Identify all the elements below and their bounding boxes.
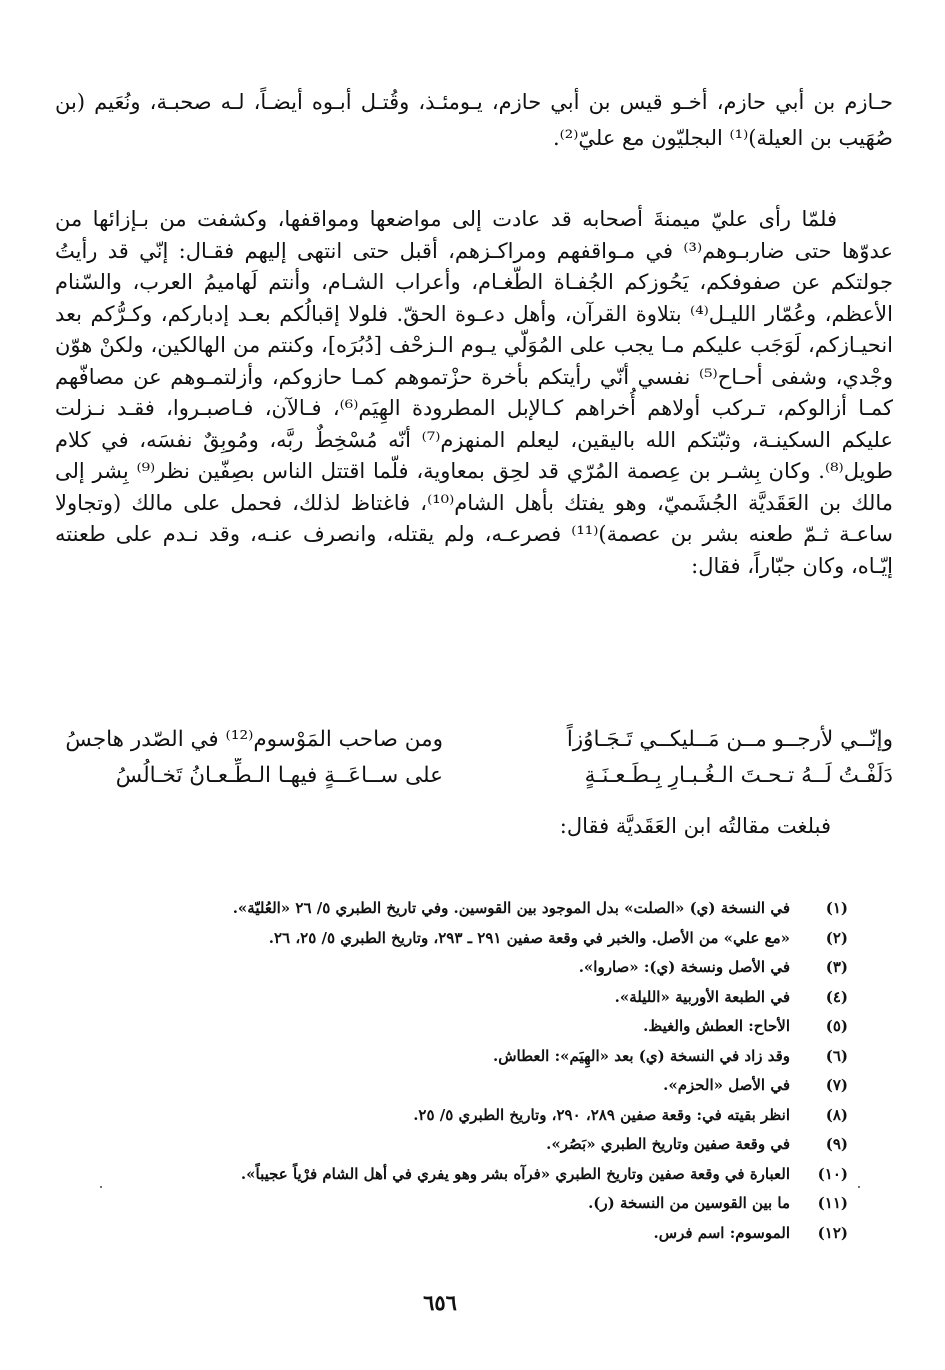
- footnote-item: [78, 1219, 848, 1249]
- footnote-item: [78, 1012, 848, 1042]
- scan-speck: [858, 1186, 860, 1188]
- footnote-text: في الطبعة الأوربية «الليلة».: [614, 987, 790, 1006]
- footnote-item: [78, 953, 848, 983]
- footnote-number: (٤): [825, 987, 848, 1006]
- footnote-number: (١٠): [817, 1164, 848, 1183]
- footnote-text: ما بين القوسين من النسخة (ر).: [588, 1194, 790, 1212]
- verse-second-hemistich: ومن صاحب المَوْسوم⁽¹²⁾ في الصّدر هاجسُ: [65, 727, 443, 752]
- footnote-text: الموسوم: اسم فرس.: [653, 1223, 790, 1242]
- scan-speck: [100, 1186, 102, 1188]
- footnote-text: العبارة في وقعة صفين وتاريخ الطبري «فرآه بشر وهو يفري في أهل الشام فرْياً عجيباً».: [240, 1164, 790, 1183]
- footnote-item: [78, 1189, 848, 1219]
- footnote-text: في وقعة صفين وتاريخ الطبري «بَصُر».: [546, 1135, 790, 1153]
- footnote-number: (٩): [825, 1135, 848, 1153]
- verse-line: [55, 758, 893, 794]
- verse-first-hemistich: وإنّــي لأرجــو مــن مَــليكــي تَـجَـاوُزاً: [566, 727, 893, 752]
- intro-paragraph-block: [55, 84, 893, 156]
- footnote-text: في الأصل «الحزم».: [663, 1076, 790, 1094]
- verse-first-hemistich: دَلَفْـتُ لَــهُ تـحـتَ الـغُـبـارِ بِـطَـعـنَـةٍ: [584, 763, 893, 788]
- footnote-number: (١١): [817, 1194, 848, 1212]
- footnote-text: في النسخة (ي) «الصلت» بدل الموجود بين القوسين. وفي تاريخ الطبري ٥/ ٢٦ «العُليّة».: [232, 899, 790, 917]
- footnote-number: (٢): [825, 928, 848, 947]
- closing-line: فبلغت مقالتُه ابن العَقَديَّة فقال:: [559, 814, 831, 838]
- page-number: ٦٥٦: [423, 1290, 457, 1315]
- footnote-item: [78, 1130, 848, 1160]
- footnote-item: [78, 894, 848, 924]
- footnote-number: (٥): [825, 1017, 848, 1035]
- poem-verses: [55, 722, 893, 794]
- main-paragraph: فلمّا رأى عليّ ميمنةَ أصحابه قد عادت إلى مواضعها ومواقفها، وكشفت من بـإزائها من عدوّها حتى ضاربـوهم⁽³⁾ في مـواقفهم ومراكـزهم، أقبل حتى انتهى إليهم فقـال: إنّي قد رأيتُ جولتكم عن صفوفكم، يَحُوزكم الجُفـاة الطّغـام، وأعراب الشـام، وأنتم لَهاميمُ العرب، والسّنام الأعظم، وعُمّار الليـل⁽⁴⁾ بتلاوة القرآن، وأهل دعـوة الحقّ. فلولا إقبالُكم بعـد إدباركم، وكـرُّكم بعد انحيـازكم، لَوَجَب عليكم مـا يجب على المُوَلّي يـوم الـزحْف [دُبُرَه]، وكنتم من الهالكين، ولكنْ هوّن وجْدي، وشفى أحـاح⁽⁵⁾ نفسي أنّي رأيتكم بأخرة حزْتموهم كمـا حازوكم، وأزلتمـوهم عن مصافّهم كمـا أزالوكم، تـركب أولاهم أُخراهم كـالإبل المطرودة الهِيَم⁽⁶⁾، فـالآن، فـاصبـروا، فقـد نـزلت عليكم السكينـة، وثبّتكم الله باليقين، ليعلم المنهزم⁽⁷⁾ أنّه مُسْخِطٌ ربَّه، ومُوبِقٌ نفسَه، في كلام طويل⁽⁸⁾. وكان بِشـر بن عِصمة المُرّي قد لحِق بمعاوية، فلّما اقتتل الناس بصِفّين نظر⁽⁹⁾ بِشر إلى مالك بن العَقَديَّة الجُشَميّ، وهو يفتك بأهل الشام⁽¹⁰⁾، فاغتاظ لذلك، فحمل على مالك (وتجاولا ساعـة ثـمّ طعنه بشر بن عصمة)⁽¹¹⁾ فصرعـه، ولم يقتله، وانصرف عنـه، وقد نـدم على طعنته إيّـاه، وكان جبّاراً، فقال:: [55, 207, 894, 578]
- footnote-item: [78, 1160, 848, 1190]
- footnote-text: الأحاح: العطش والغيظ.: [643, 1017, 790, 1035]
- footnote-item: [78, 1042, 848, 1072]
- intro-paragraph: حـازم بن أبي حازم، أخـو قيس بن أبي حازم، يـومئـذ، وقُتـل أبـوه أيضـاً، لـه صحبـة، ونُعَيم (بن صُهَيب بن العيلة)⁽¹⁾ البجليّون مع عليّ⁽²⁾.: [55, 90, 893, 150]
- footnote-number: (٧): [825, 1076, 848, 1094]
- footnote-text: وقد زاد في النسخة (ي) بعد «الهِيَم»: العطاش.: [492, 1046, 790, 1065]
- footnote-text: «مع علي» من الأصل. والخبر في وقعة صفين ٢٩١ ـ ٢٩٣، وتاريخ الطبري ٥/ ٢٥، ٢٦.: [268, 928, 790, 947]
- verse-line: [55, 722, 893, 758]
- footnote-number: (١٢): [817, 1223, 848, 1242]
- footnote-item: [78, 924, 848, 954]
- footnote-item: [78, 983, 848, 1013]
- footnote-number: (٦): [825, 1046, 848, 1065]
- footnote-item: [78, 1101, 848, 1131]
- footnote-item: [78, 1071, 848, 1101]
- verse-second-hemistich: على ســاعَــةٍ فيهـا الـطِّـعـانُ تَخـالُسُ: [115, 763, 443, 788]
- footnote-text: انظر بقيته في: وقعة صفين ٢٨٩، ٢٩٠، وتاريخ الطبري ٥/ ٢٥.: [413, 1105, 790, 1124]
- footnote-number: (١): [825, 899, 848, 917]
- footnote-text: في الأصل ونسخة (ي): «صاروا».: [578, 958, 790, 976]
- footnotes-list: [78, 894, 848, 1248]
- footnote-number: (٣): [825, 958, 848, 976]
- footnote-number: (٨): [825, 1105, 848, 1124]
- main-paragraph-block: [55, 204, 893, 582]
